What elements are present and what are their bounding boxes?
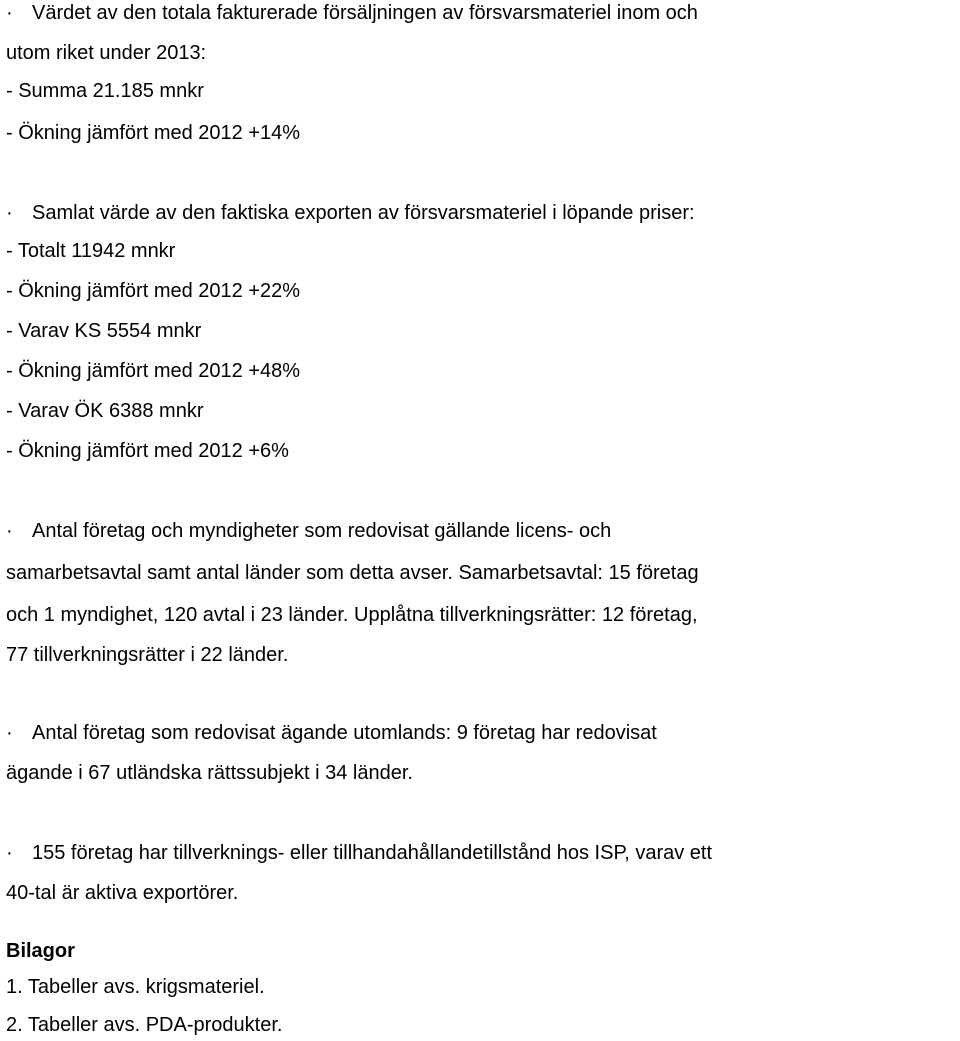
attachments-heading: Bilagor [6,940,75,962]
bullet-dot-icon: · [6,2,13,24]
section-2-line-2: - Totalt 11942 mnkr [6,240,176,262]
section-3-line-1: · Antal företag och myndigheter som redovisat gällande licens- och [6,520,612,542]
section-4-line-2: ägande i 67 utländska rättssubjekt i 34 länder. [6,762,413,784]
section-2-line-4: - Varav KS 5554 mnkr [6,320,202,342]
section-1-line-2: utom riket under 2013: [6,42,207,64]
bullet-dot-icon: · [6,520,13,542]
section-5-line-1: · 155 företag har tillverknings- eller tillhandahållandetillstånd hos ISP, varav ett [6,842,713,864]
attachment-item-2: 2. Tabeller avs. PDA-produkter. [6,1014,283,1036]
bullet-dot-icon: · [6,722,13,744]
bullet-dot-icon: · [6,842,13,864]
section-2-line-1: · Samlat värde av den faktiska exporten av försvarsmateriel i löpande priser: [6,202,695,224]
section-2-line-5: - Ökning jämfört med 2012 +48% [6,360,301,382]
section-2-line-3: - Ökning jämfört med 2012 +22% [6,280,301,302]
section-2-line-6: - Varav ÖK 6388 mnkr [6,400,204,422]
section-3-line-4: 77 tillverkningsrätter i 22 länder. [6,644,289,666]
section-5-line-2: 40-tal är aktiva exportörer. [6,882,239,904]
section-4-line-1: · Antal företag som redovisat ägande utomlands: 9 företag har redovisat [6,722,657,744]
section-2-line-7: - Ökning jämfört med 2012 +6% [6,440,289,462]
section-1-line-4: - Ökning jämfört med 2012 +14% [6,122,301,144]
attachment-item-1: 1. Tabeller avs. krigsmateriel. [6,976,265,998]
section-1-line-1: · Värdet av den totala fakturerade försäljningen av försvarsmateriel inom och [6,2,698,24]
section-3-line-2: samarbetsavtal samt antal länder som detta avser. Samarbetsavtal: 15 företag [6,562,699,584]
section-3-line-3: och 1 myndighet, 120 avtal i 23 länder. Upplåtna tillverkningsrätter: 12 företag, [6,604,698,626]
bullet-dot-icon: · [6,202,13,224]
section-1-line-3: - Summa 21.185 mnkr [6,80,204,102]
